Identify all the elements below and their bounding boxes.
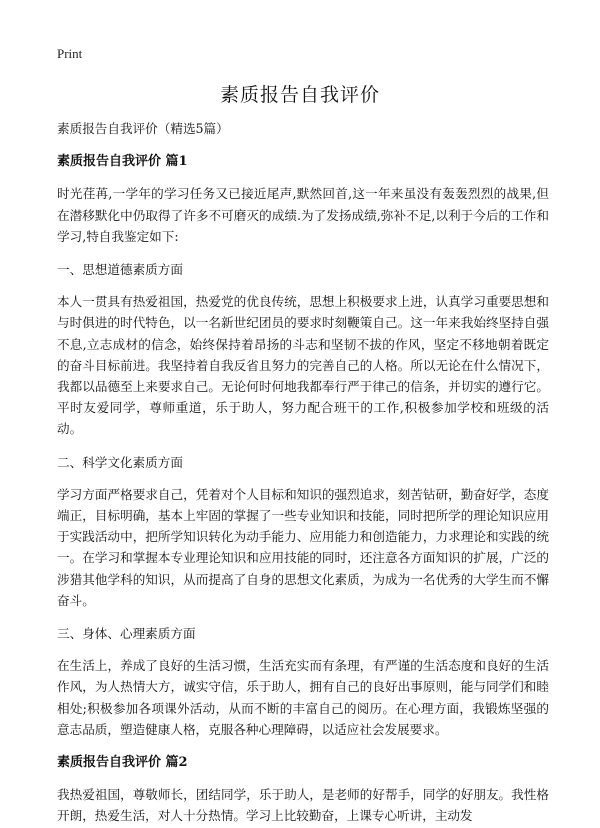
document-subtitle: 素质报告自我评价（精选5篇） [57, 121, 229, 136]
section-2-paragraph-1: 我热爱祖国，尊敬师长，团结同学，乐于助人，是老师的好帮手，同学的好朋友。我性格开朗，热爱生活，对人十分热情。学习上比较勤奋，上课专心听讲，主动发 [57, 787, 549, 824]
section-1-paragraph-2: 学习方面严格要求自己，凭着对个人目标和知识的强烈追求，刻苦钻研，勤奋好学，态度端正，目标明确，基本上牢固的掌握了一些专业知识和技能，同时把所学的理论知识应用于实践活动中，把所学知识转化为动手能力、应用能力和创造能力，力求理论和实践的统一。在学习和掌握本专业理论知识和应用技能的同时，还注意各方面知识的扩展，广泛的涉猎其他学科的知识，从而提高了自身的思想文化素质，为成为一名优秀的大学生而不懈奋斗。 [57, 486, 549, 608]
section-1-title: 素质报告自我评价 篇1 [57, 154, 188, 170]
section-1-heading-2: 二、科学文化素质方面 [57, 454, 183, 470]
document-body [57, 118, 549, 828]
section-1-intro: 时光荏苒,一学年的学习任务又已接近尾声,默然回首,这一年来虽没有轰轰烈烈的战果,但在潜移默化中仍取得了许多不可磨灭的成绩.为了发扬成绩,弥补不足,以利于今后的工作和学习,特自我鉴定如下: [57, 186, 549, 244]
section-1-heading-3: 三、身体、心理素质方面 [57, 626, 196, 642]
section-1-heading-1: 一、思想道德素质方面 [57, 262, 183, 278]
section-2-title: 素质报告自我评价 篇2 [57, 755, 188, 771]
section-1-paragraph-3: 在生活上，养成了良好的生活习惯，生活充实而有条理，有严谨的生活态度和良好的生活作风，为人热情大方，诚实守信，乐于助人，拥有自己的良好出事原则，能与同学们和睦相处;积极参加各项课外活动，从而不断的丰富自己的阅历。在心理方面，我锻炼坚强的意志品质，塑造健康人格，克服各种心理障碍，以适应社会发展要求。 [57, 658, 549, 737]
print-label: Print [57, 46, 83, 61]
page-title: 素质报告自我评价 [219, 84, 380, 106]
section-1-paragraph-1: 本人一贯具有热爱祖国，热爱党的优良传统，思想上积极要求上进，认真学习重要思想和与时俱进的时代特色，以一名新世纪团员的要求时刻鞭策自己。这一年来我始终坚持自强不息,立志成材的信念，始终保持着昂扬的斗志和坚韧不拔的作风，坚定不移地朝着既定的奋斗目标前进。我坚持着自我反省且努力的完善自己的人格。所以无论在什么情况下，我都以品德至上来要求自己。无论何时何地我都奉行严于律己的信条，并切实的遵行它。平时友爱同学，尊师重道，乐于助人，努力配合班干的工作,积极参加学校和班级的活动。 [57, 294, 549, 437]
